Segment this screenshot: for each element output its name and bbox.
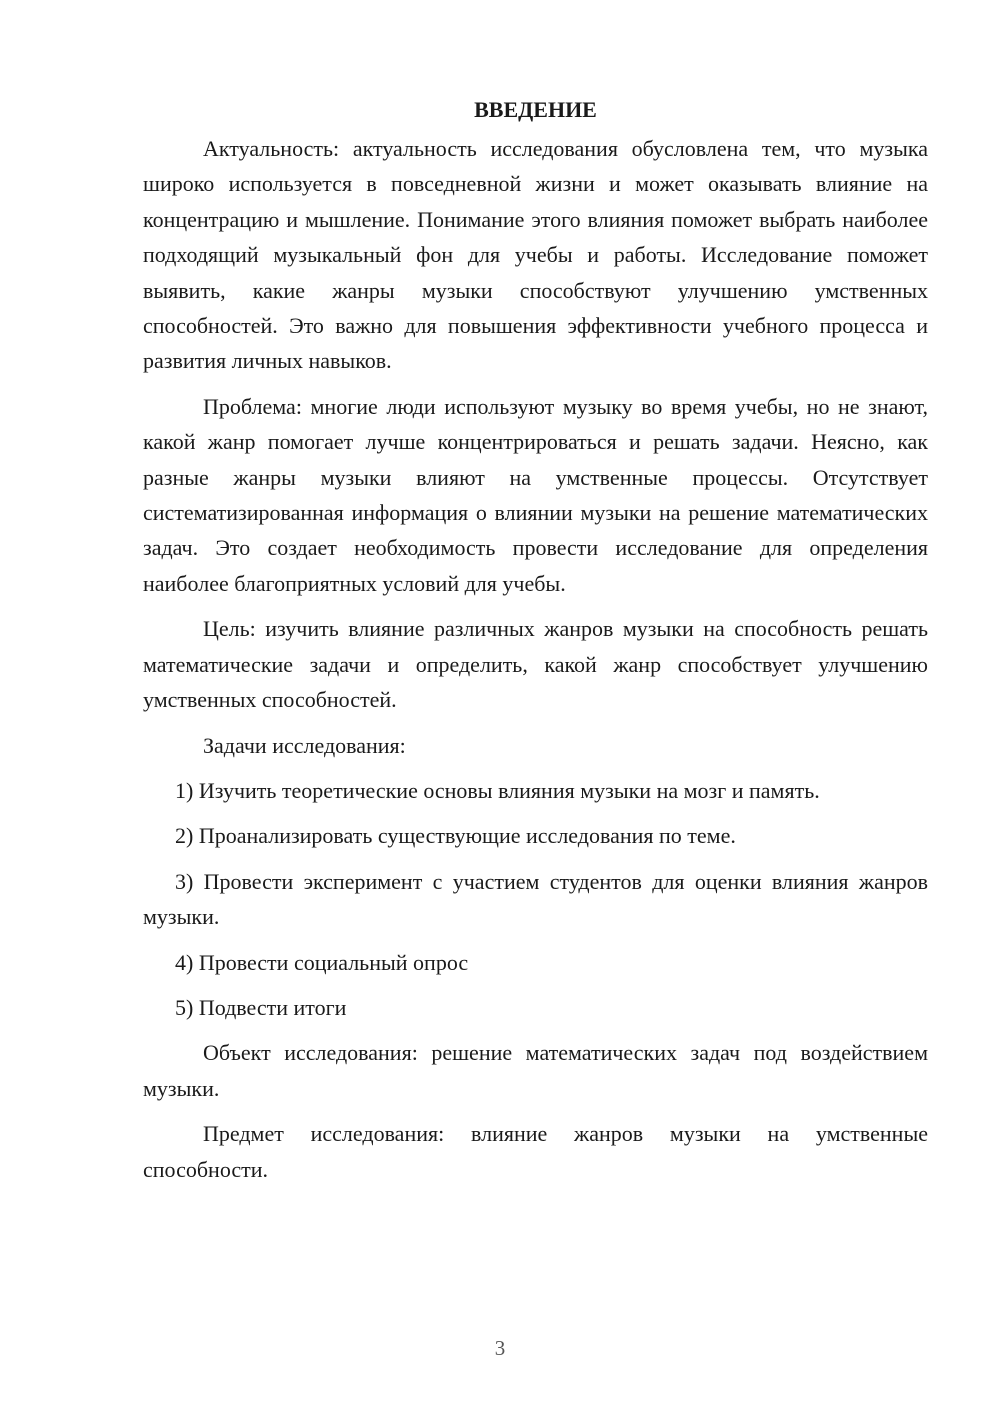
relevance-paragraph: Актуальность: актуальность исследования обусловлена тем, что музыка широко используется в повседневной жизни и может оказывать влияние на концентрацию и мышление. Понимание этого влияния поможет выбрать наиболее подходящий музыкальный фон для учебы и работы. Исследование поможет выявить, какие жанры музыки способствуют улучшению умственных способностей. Это важно для повышения эффективности учебного процесса и развития личных навыков. — [143, 136, 928, 374]
task-item-2: 2) Проанализировать существующие исследования по теме. — [175, 823, 736, 849]
tasks-heading: Задачи исследования: — [203, 732, 406, 758]
page-content — [143, 92, 928, 1197]
problem-paragraph: Проблема: многие люди используют музыку во время учебы, но не знают, какой жанр помогает лучше концентрироваться и решать задачи. Неясно, как разные жанры музыки влияют на умственные процессы. Отсутствует систематизированная информация о влиянии музыки на решение математических задач. Это создает необходимость провести исследование для определения наиболее благоприятных условий для учебы. — [143, 393, 928, 596]
task-item-4: 4) Провести социальный опрос — [175, 949, 469, 975]
task-item-3: 3) Провести эксперимент с участием студентов для оценки влияния жанров музыки. — [143, 868, 928, 930]
goal-paragraph: Цель: изучить влияние различных жанров музыки на способность решать математические задачи и определить, какой жанр способствует улучшению умственных способностей. — [143, 616, 928, 713]
task-item-5: 5) Подвести итоги — [175, 994, 347, 1020]
subject-paragraph: Предмет исследования: влияние жанров музыки на умственные способности. — [143, 1121, 928, 1182]
task-item-1: 1) Изучить теоретические основы влияния музыки на мозг и память. — [175, 777, 820, 803]
object-paragraph: Объект исследования: решение математических задач под воздействием музыки. — [143, 1040, 928, 1101]
page-title: ВВЕДЕНИЕ — [474, 97, 597, 122]
page-number: 3 — [494, 1336, 506, 1360]
